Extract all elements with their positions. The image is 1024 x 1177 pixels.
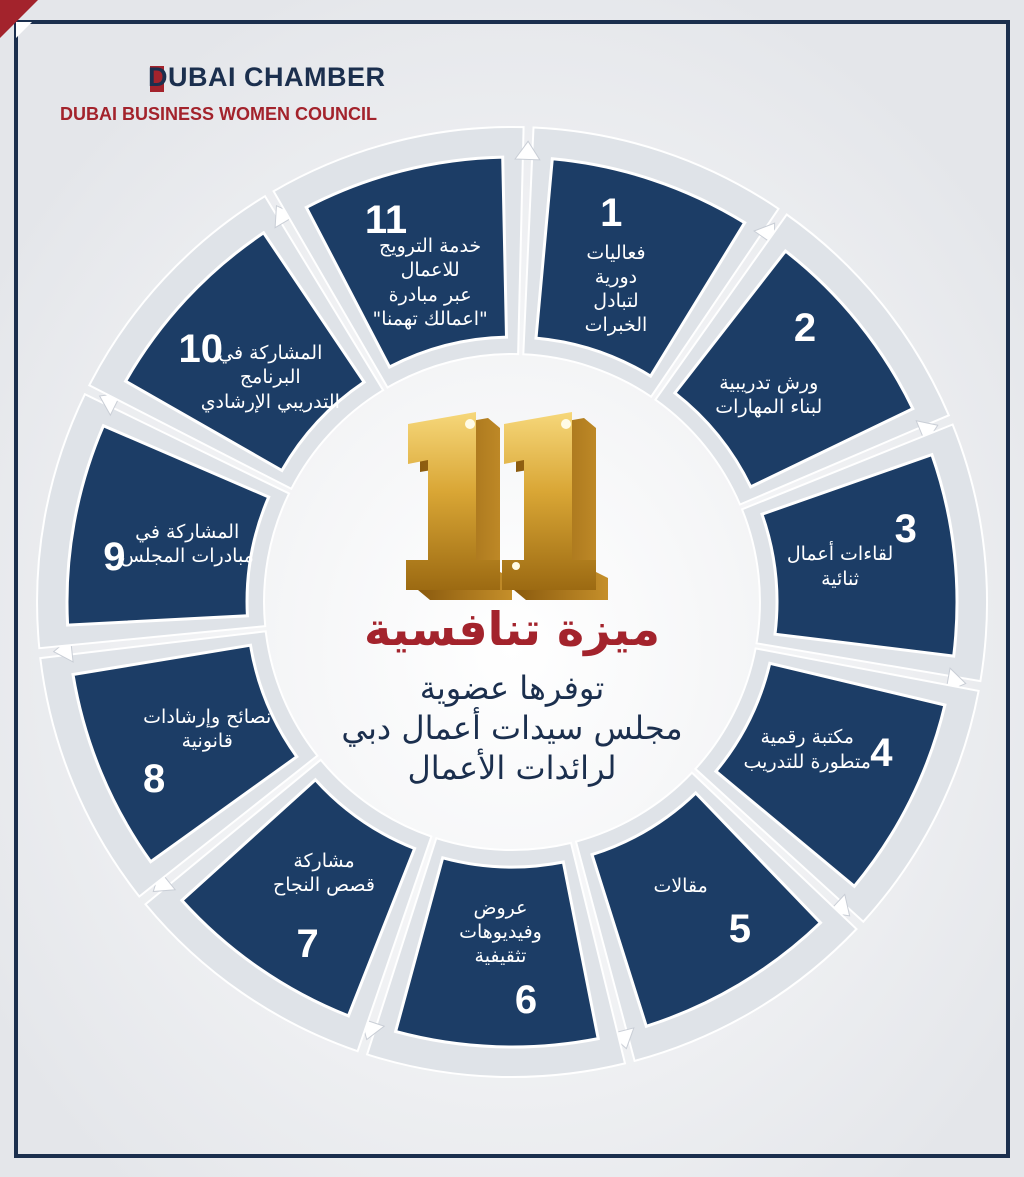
segment-label-1: فعاليات دورية لتبادل الخبرات: [584, 241, 648, 337]
segment-label-6: عروض وفيديوهات تثقيفية: [459, 896, 542, 968]
center-subtitle: توفرها عضوية مجلس سيدات أعمال دبي لرائدات الأعمال: [341, 669, 683, 787]
segment-number-7: 7: [296, 921, 319, 966]
segment-number-4: 4: [870, 731, 893, 776]
segment-label-2: ورش تدريبية لبناء المهارات: [715, 371, 823, 418]
center-title: ميزة تنافسية: [364, 602, 660, 656]
segment-label-5: مقالات: [653, 874, 708, 897]
segment-number-5: 5: [728, 906, 751, 951]
segment-number-10: 10: [178, 326, 223, 371]
segment-label-11: خدمة الترويج للاعمال عبر مبادرة "اعمالك تهمنا": [372, 235, 488, 330]
segment-number-2: 2: [793, 305, 817, 350]
segment-label-10: المشاركة في البرنامج التدريبي الإرشادي: [200, 342, 340, 413]
segment-label-3: لقاءات أعمال ثنائية: [786, 543, 894, 590]
segment-label-8: نصائح وإرشادات قانونية: [143, 705, 272, 752]
segment-label-4: مكتبة رقمية متطورة للتدريب: [743, 726, 871, 773]
logo-subtitle: DUBAI BUSINESS WOMEN COUNCIL: [60, 104, 378, 124]
segment-number-6: 6: [514, 977, 538, 1022]
logo-title: DUBAI CHAMBER: [148, 62, 386, 92]
segment-number-8: 8: [143, 756, 166, 801]
segment-label-7: مشاركة قصص النجاح: [273, 850, 375, 897]
segment-number-3: 3: [894, 507, 917, 552]
segment-number-9: 9: [103, 534, 126, 579]
segment-number-11: 11: [364, 198, 408, 243]
segment-number-1: 1: [600, 190, 623, 235]
segment-label-9: المشاركة في مبادرات المجلس: [120, 520, 254, 567]
